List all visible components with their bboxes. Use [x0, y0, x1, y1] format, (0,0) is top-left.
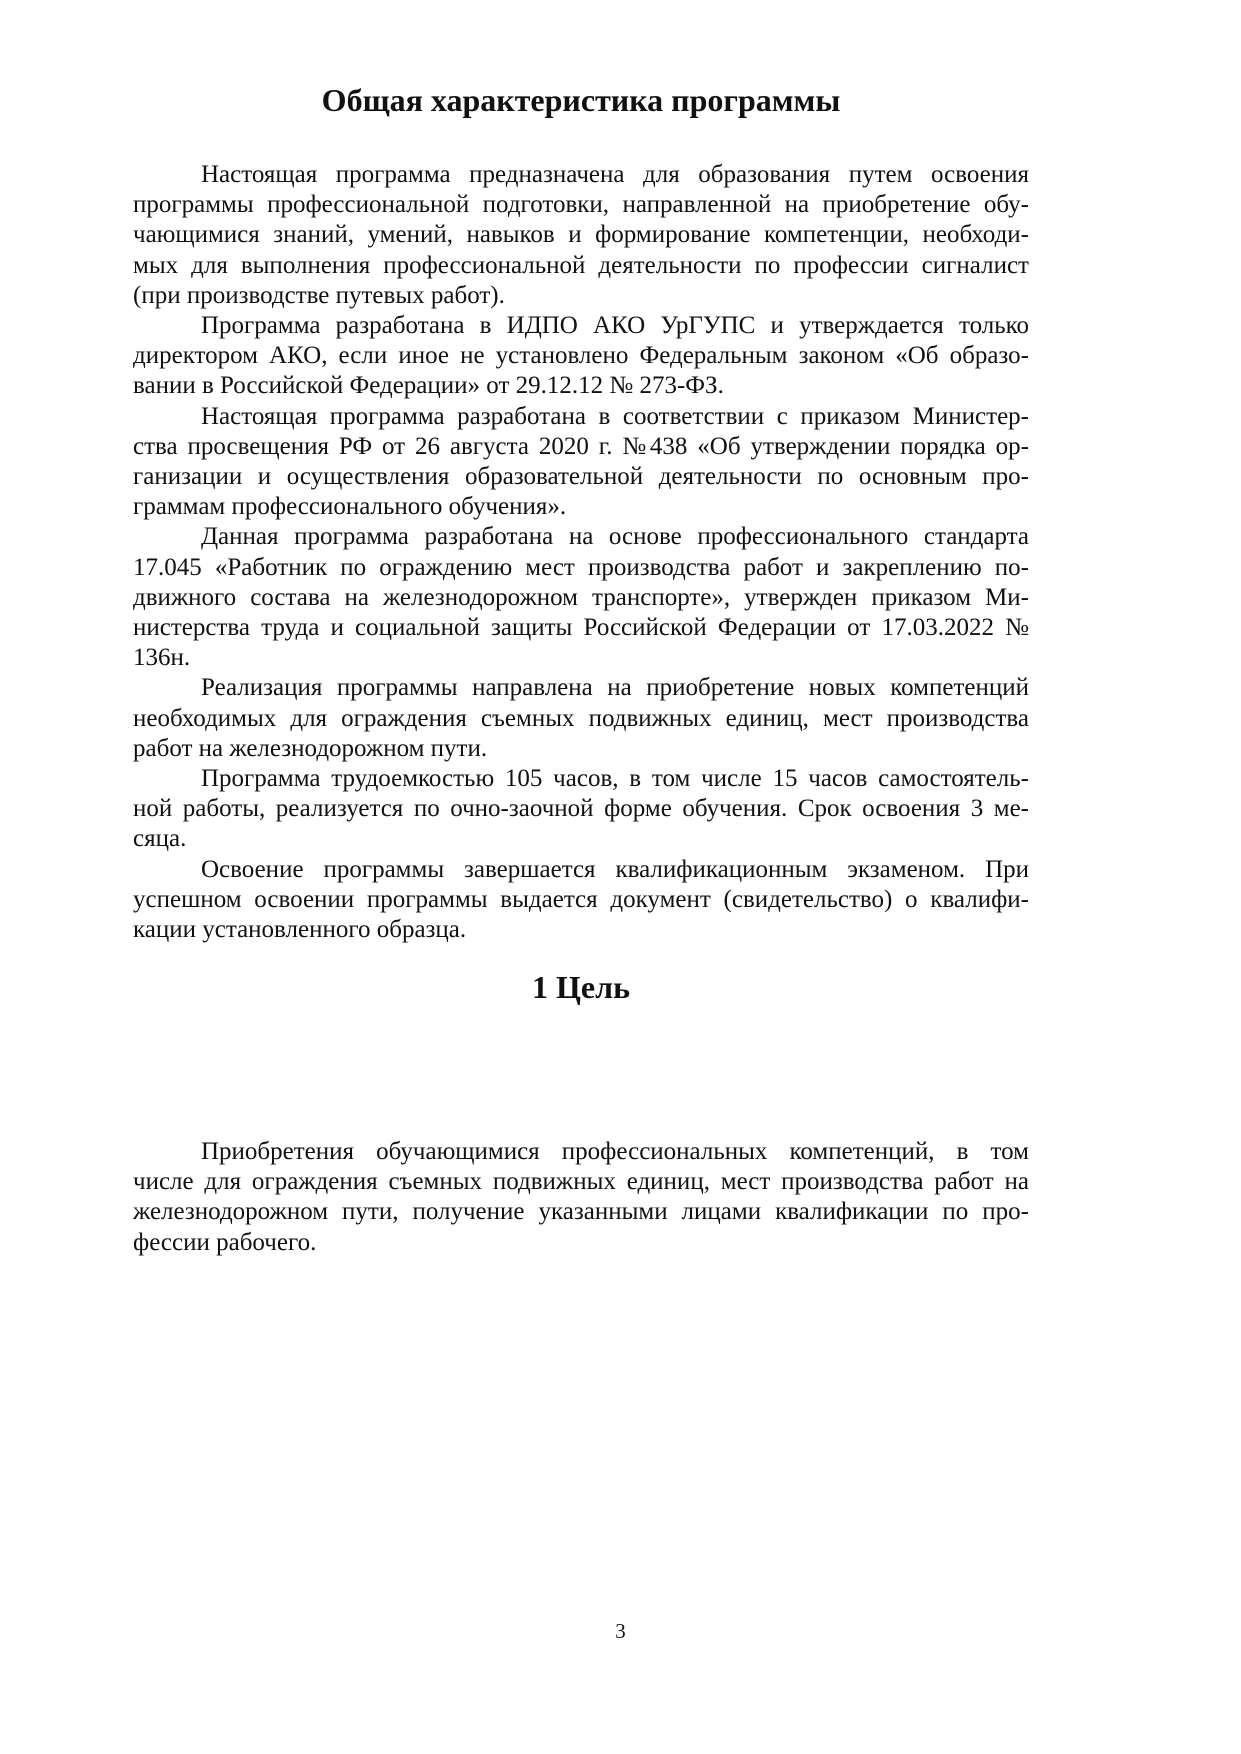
intro-section [133, 160, 1029, 945]
paragraph-purpose [133, 160, 1029, 311]
paragraph-implementation [133, 673, 1029, 764]
paragraph-standard [133, 522, 1029, 673]
paragraph-line: сяца. [133, 825, 187, 853]
paragraph-line: Данная программа разработана на основе профессионального стандарта [201, 523, 1029, 551]
paragraph-line: числе для ограждения съемных подвижных единиц, мест производства работ на [133, 1168, 1029, 1196]
paragraph-approval [133, 311, 1029, 402]
paragraph-line: 136н. [133, 644, 191, 672]
paragraph-line: кации установленного образца. [133, 916, 467, 944]
paragraph-line: ганизации и осуществления образовательной деятельности по основным про- [133, 463, 1029, 491]
paragraph-completion [133, 855, 1029, 946]
paragraph-line: движного состава на железнодорожном транспорте», утвержден приказом Ми- [133, 583, 1029, 611]
section-heading-goal: 1 Цель [532, 969, 630, 1005]
paragraph-legal-basis [133, 402, 1029, 523]
page-title: Общая характеристика программы [321, 82, 841, 118]
paragraph-line: мых для выполнения профессиональной деятельности по профессии сигналист [133, 251, 1029, 279]
page-number: 3 [615, 1619, 626, 1643]
paragraph-line: 17.045 «Работник по ограждению мест производства работ и закреплению по- [133, 553, 1029, 581]
paragraph-line: директором АКО, если иное не установлено Федеральным законом «Об образо- [133, 342, 1029, 370]
paragraph-line: Программа трудоемкостью 105 часов, в том числе 15 часов самостоятель- [201, 765, 1029, 793]
paragraph-line: работ на железнодорожном пути. [133, 734, 488, 762]
paragraph-line: фессии рабочего. [133, 1228, 317, 1256]
paragraph-line: Настоящая программа предназначена для образования путем освоения [201, 161, 1029, 188]
paragraph-line: нистерства труда и социальной защиты Российской Федерации от 17.03.2022 № [133, 614, 1029, 642]
paragraph-line: Освоение программы завершается квалификационным экзаменом. При [201, 855, 1029, 883]
paragraph-workload [133, 764, 1029, 855]
paragraph-line: Приобретения обучающимися профессиональных компетенций, в том [201, 1138, 1029, 1165]
paragraph-line: Реализация программы направлена на приобретение новых компетенций [201, 674, 1029, 702]
paragraph-line: вании в Российской Федерации» от 29.12.12 № 273-ФЗ. [133, 372, 724, 400]
paragraph-line: Настоящая программа разработана в соответствии с приказом Министер- [201, 402, 1029, 430]
paragraph-line: успешном освоении программы выдается документ (свидетельство) о квалифи- [133, 885, 1029, 913]
paragraph-line: ной работы, реализуется по очно-заочной форме обучения. Срок освоения 3 ме- [133, 795, 1029, 823]
paragraph-line: граммам профессионального обучения». [133, 493, 567, 521]
goal-section [133, 1137, 1029, 1258]
paragraph-line: программы профессиональной подготовки, направленной на приобретение обу- [133, 191, 1029, 219]
paragraph-line: Программа разработана в ИДПО АКО УрГУПС и утверждается только [201, 312, 1029, 340]
paragraph-line: чающимися знаний, умений, навыков и формирование компетенции, необходи- [133, 221, 1029, 249]
paragraph-line: железнодорожном пути, получение указанными лицами квалификации по про- [133, 1198, 1029, 1226]
paragraph-line: необходимых для ограждения съемных подвижных единиц, мест производства [133, 704, 1029, 732]
paragraph-line: ства просвещения РФ от 26 августа 2020 г. №438 «Об утверждении порядка ор- [133, 432, 1029, 460]
paragraph-line: (при производстве путевых работ). [133, 281, 505, 309]
paragraph-goal [133, 1137, 1029, 1258]
